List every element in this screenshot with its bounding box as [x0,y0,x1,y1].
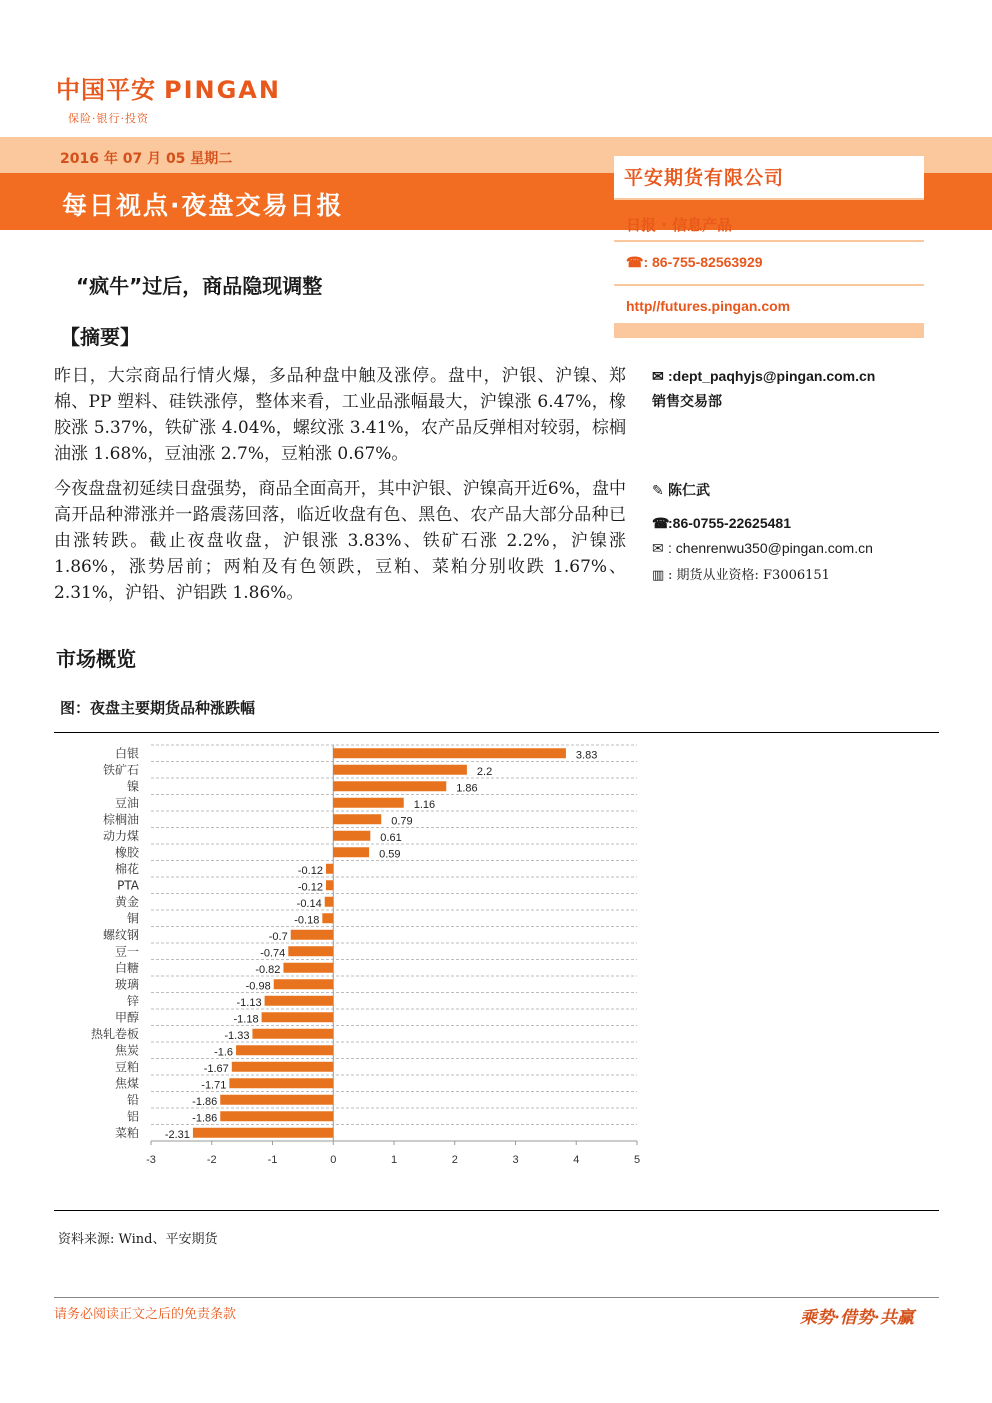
bar [265,996,334,1006]
data-label: -1.33 [224,1029,250,1042]
book-icon: ▥ [652,568,665,583]
analyst-phone-text: :86-0755-22625481 [668,515,791,531]
sidebar-bar [614,323,924,338]
bar [229,1078,333,1088]
x-tick-label: 1 [390,1154,398,1166]
bar [326,864,333,874]
data-label: -0.18 [294,914,320,927]
bar [333,765,467,775]
report-category: 日报 · 信息产品 [626,216,733,234]
bar [333,847,369,857]
headline: “疯牛”过后，商品隐现调整 [76,274,323,298]
category-label: 豆粕 [114,1059,139,1074]
category-label: 动力煤 [102,828,139,843]
data-label: 2.2 [476,765,493,778]
data-label: -0.82 [255,963,281,976]
data-label: -0.12 [297,864,323,877]
category-label: PTA [117,878,139,893]
summary-paragraph-2: 今夜盘盘初延续日盘强势，商品全面高开，其中沪银、沪镍高开近6%，盘中高开品种滞涨并一路震荡回落，临近收盘有色、黑色、农产品大部分品种已由涨转跌。截止夜盘收盘，沪银涨 3.83%、铁矿石涨 2.2%，沪镍涨 1.86%，涨势居前；两粕及有色领跌，豆粕、菜粕分别收跌 1.67%、2.31%，沪铅、沪铝跌 1.86%。 [54,479,626,603]
data-label: -1.86 [192,1095,218,1108]
x-tick-label: -2 [206,1154,217,1166]
analyst-name [652,480,710,500]
data-label: -0.74 [260,947,286,960]
analyst-name-text: 陈仁武 [668,483,710,499]
category-label: 玻璃 [114,977,139,992]
category-label: 铅 [126,1092,139,1107]
mail-icon: ✉ [652,540,664,556]
company-name: 平安期货有限公司 [624,167,785,189]
dept-email[interactable] [652,368,875,385]
figure-bottom-rule [54,1210,939,1211]
analyst-certificate-text: : 期货从业资格: F3006151 [668,568,830,583]
data-label: -0.98 [245,980,271,993]
data-source: 资料来源: Wind、平安期货 [58,1232,218,1247]
category-label: 铜 [126,911,139,926]
pen-icon: ✎ [652,483,664,499]
data-label: 3.83 [575,749,598,762]
bar [333,798,403,808]
category-label: 白银 [114,746,139,761]
analyst-email[interactable] [652,540,873,557]
data-label: -1.18 [233,1013,259,1026]
category-label: 豆油 [114,795,139,810]
footer-rule [54,1297,939,1298]
category-label: 螺纹钢 [102,927,139,942]
disclaimer[interactable]: 请务必阅读正文之后的免责条款 [54,1307,237,1322]
pingan-logo [56,70,281,126]
bar [333,814,381,824]
bar [220,1095,333,1105]
x-tick-label: 0 [330,1154,337,1166]
data-label: -0.14 [296,897,322,910]
category-label: 棉花 [114,861,139,876]
bar [252,1029,333,1039]
data-label: -1.71 [201,1079,227,1092]
analyst-certificate [652,564,830,583]
bar [232,1062,333,1072]
category-label: 铁矿石 [102,762,139,777]
analyst-phone [652,515,791,532]
data-label: -1.6 [214,1046,234,1059]
section-title: 市场概览 [56,647,136,671]
data-label: -0.12 [297,881,323,894]
phone-icon: ☎ [652,515,670,531]
category-label: 甲醇 [114,1010,139,1025]
data-label: 0.59 [379,848,401,861]
category-label: 镍 [126,779,139,794]
bar [322,913,333,923]
category-label: 豆一 [114,944,139,959]
dept-name: 销售交易部 [652,394,722,410]
data-label: -0.7 [268,930,288,943]
category-label: 铝 [126,1109,139,1124]
slogan: 乘势·借势·共赢 [800,1308,914,1328]
mail-icon: ✉ [652,368,664,384]
figure-top-rule [54,732,939,733]
divider-line [614,240,924,242]
divider-line [614,284,924,286]
dept-email-text: :dept_paqhyjs@pingan.com.cn [668,368,876,384]
category-label: 焦煤 [114,1076,139,1091]
logo-wordmark [56,70,281,105]
x-tick-label: -3 [146,1154,156,1166]
data-label: 1.86 [456,782,478,795]
bar [325,897,334,907]
analyst-email-text: : chenrenwu350@pingan.com.cn [668,540,873,556]
summary-paragraph-1: 昨日，大宗商品行情火爆，多品种盘中触及涨停。盘中，沪银、沪镍、郑棉、PP 塑料、硅铁涨停，整体来看，工业品涨幅最大，沪镍涨 6.47%，橡胶涨 5.37%，铁矿涨 4.04%，螺纹涨 3.41%，农产品反弹相对较弱，棕榈油涨 1.68%，豆油涨 2.7%，豆粕涨 0.67%。 [54,366,626,464]
category-label: 热轧卷板 [90,1026,139,1041]
logo-name-en: PINGAN [164,76,281,104]
bar [291,930,334,940]
x-tick-label: 2 [451,1154,458,1166]
summary-title: 【摘要】 [60,325,140,349]
bar [333,781,446,791]
bar [288,946,333,956]
report-date: 2016 年 07 月 05 星期二 [60,151,233,167]
category-label: 锌 [126,993,139,1008]
company-phone: ☎: 86-755-82563929 [626,254,763,270]
logo-name-cn: 中国平安 [56,76,156,104]
bar [274,979,334,989]
data-label: 0.61 [380,831,402,844]
figure-title: 图：夜盘主要期货品种涨跌幅 [60,699,256,717]
bar [283,963,333,973]
category-label: 焦炭 [114,1043,139,1058]
category-label: 菜粕 [114,1125,139,1140]
category-label: 黄金 [114,894,139,909]
company-url[interactable]: http//futures.pingan.com [626,298,791,314]
bar [220,1111,333,1121]
bar [262,1012,334,1022]
category-label: 棕榈油 [102,812,139,827]
logo-tagline: 保险·银行·投资 [68,112,149,125]
bar [236,1045,333,1055]
data-label: 1.16 [413,798,436,811]
x-tick-label: 4 [573,1154,580,1166]
x-tick-label: 5 [633,1154,641,1166]
data-label: -1.13 [236,996,262,1009]
data-label: 0.79 [391,815,413,828]
category-label: 橡胶 [114,845,139,860]
x-tick-label: 3 [512,1154,519,1166]
data-label: -2.31 [164,1128,190,1141]
bar [333,831,370,841]
company-box [614,156,924,200]
category-label: 白糖 [114,960,139,975]
report-title: 每日视点·夜盘交易日报 [62,191,344,220]
data-label: -1.86 [192,1112,218,1125]
bar [326,880,333,890]
x-tick-label: -1 [267,1154,278,1166]
futures-change-bar-chart [56,735,656,1185]
bar [193,1128,333,1138]
bar [333,748,566,758]
data-label: -1.67 [203,1062,229,1075]
